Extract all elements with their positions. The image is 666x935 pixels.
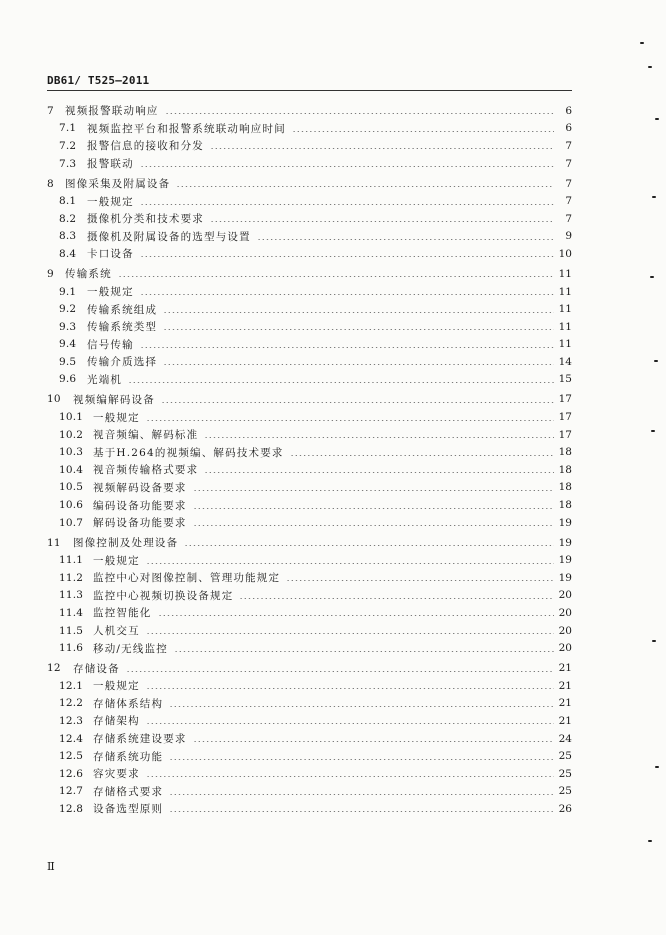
toc-entry-title: 图像采集及附属设备 <box>65 178 171 191</box>
toc-section-entry[interactable] <box>47 783 572 801</box>
toc-chapter-entry[interactable] <box>47 175 572 193</box>
toc-section-entry[interactable] <box>47 569 572 587</box>
toc-entry-title: 存储设备 <box>73 662 120 675</box>
toc-entry-page: 25 <box>558 750 572 763</box>
toc-entry-number: 12.8 <box>59 802 84 815</box>
toc-section-entry[interactable] <box>47 712 572 730</box>
toc-entry-number: 9.2 <box>59 303 77 316</box>
toc-entry-page: 11 <box>558 338 572 351</box>
toc-entry-page: 24 <box>558 732 572 745</box>
toc-entry-page: 18 <box>558 481 572 494</box>
toc-entry-page: 25 <box>558 785 572 798</box>
toc-entry-page: 17 <box>558 428 572 441</box>
toc-entry-number: 11.1 <box>59 554 84 567</box>
toc-entry-number: 12 <box>47 662 61 675</box>
toc-entry-title: 报警信息的接收和分发 <box>87 140 204 153</box>
toc-entry-title: 一般规定 <box>87 286 134 299</box>
dot-leader <box>126 671 554 672</box>
toc-entry-title: 卡口设备 <box>87 248 134 261</box>
dot-leader <box>257 239 554 240</box>
dot-leader <box>140 347 554 348</box>
dot-leader <box>169 811 554 812</box>
toc-entry-title: 存储系统建设要求 <box>93 733 187 746</box>
toc-entry-page: 20 <box>558 642 572 655</box>
table-of-contents <box>47 102 572 818</box>
dot-leader <box>128 382 554 383</box>
toc-entry-number: 10 <box>47 393 61 406</box>
dot-leader <box>210 148 554 149</box>
toc-entry-number: 12.4 <box>59 732 84 745</box>
dot-leader <box>193 508 554 509</box>
toc-entry-title: 人机交互 <box>93 625 140 638</box>
toc-entry-page: 21 <box>558 662 572 675</box>
toc-entry-page: 18 <box>558 463 572 476</box>
toc-entry-number: 12.7 <box>59 785 84 798</box>
toc-entry-title: 视频监控平台和报警系统联动响应时间 <box>87 122 286 135</box>
toc-entry-number: 9 <box>47 267 54 280</box>
toc-entry-page: 19 <box>558 516 572 529</box>
dot-leader <box>204 437 554 438</box>
toc-entry-page: 19 <box>558 536 572 549</box>
dot-leader <box>290 455 554 456</box>
toc-section-entry[interactable] <box>47 765 572 783</box>
toc-entry-number: 12.2 <box>59 697 84 710</box>
toc-entry-title: 传输系统组成 <box>87 303 158 316</box>
page-number-roman: II <box>47 860 54 873</box>
dot-leader <box>169 794 554 795</box>
toc-entry-page: 19 <box>558 571 572 584</box>
toc-section-entry[interactable] <box>47 622 572 640</box>
toc-entry-page: 20 <box>558 624 572 637</box>
toc-entry-number: 10.2 <box>59 428 84 441</box>
toc-entry-number: 8.3 <box>59 230 77 243</box>
toc-entry-number: 7 <box>47 104 54 117</box>
toc-entry-number: 7.1 <box>59 122 77 135</box>
dot-leader <box>146 723 554 724</box>
toc-entry-title: 一般规定 <box>93 554 140 567</box>
toc-chapter-entry[interactable] <box>47 659 572 677</box>
toc-entry-title: 一般规定 <box>87 195 134 208</box>
toc-entry-page: 21 <box>558 714 572 727</box>
toc-entry-page: 6 <box>565 104 572 117</box>
toc-entry-number: 10.1 <box>59 411 84 424</box>
toc-entry-title: 摄像机分类和技术要求 <box>87 213 204 226</box>
toc-entry-page: 11 <box>558 303 572 316</box>
toc-entry-page: 18 <box>558 446 572 459</box>
toc-chapter-entry[interactable] <box>47 391 572 409</box>
toc-chapter-entry[interactable] <box>47 265 572 283</box>
toc-section-entry[interactable] <box>47 155 572 173</box>
toc-entry-number: 10.3 <box>59 446 84 459</box>
toc-entry-number: 11.3 <box>59 589 84 602</box>
toc-section-entry[interactable] <box>47 695 572 713</box>
toc-entry-number: 7.3 <box>59 157 77 170</box>
toc-section-entry[interactable] <box>47 336 572 354</box>
toc-entry-title: 监控中心视频切换设备规定 <box>93 589 234 602</box>
toc-entry-number: 8.4 <box>59 247 77 260</box>
toc-entry-title: 传输系统 <box>65 268 112 281</box>
dot-leader <box>165 113 554 114</box>
toc-entry-number: 8.2 <box>59 212 77 225</box>
dot-leader <box>163 364 554 365</box>
toc-entry-number: 9.4 <box>59 338 77 351</box>
toc-chapter-entry[interactable] <box>47 534 572 552</box>
toc-entry-page: 19 <box>558 554 572 567</box>
dot-leader <box>161 402 554 403</box>
toc-entry-page: 15 <box>558 373 572 386</box>
toc-entry-title: 存储体系结构 <box>93 697 164 710</box>
toc-entry-page: 17 <box>558 411 572 424</box>
toc-entry-title: 视音频传输格式要求 <box>93 464 199 477</box>
toc-entry-number: 12.1 <box>59 679 84 692</box>
toc-section-entry[interactable] <box>47 496 572 514</box>
toc-entry-title: 基于H.264的视频编、解码技术要求 <box>93 446 284 459</box>
dot-leader <box>163 312 554 313</box>
dot-leader <box>163 329 554 330</box>
toc-entry-number: 10.6 <box>59 499 84 512</box>
toc-section-entry[interactable] <box>47 210 572 228</box>
toc-entry-page: 7 <box>565 139 572 152</box>
toc-entry-title: 一般规定 <box>93 411 140 424</box>
toc-section-entry[interactable] <box>47 228 572 246</box>
toc-entry-page: 25 <box>558 767 572 780</box>
dot-leader <box>193 741 554 742</box>
dot-leader <box>176 186 554 187</box>
toc-entry-page: 11 <box>558 320 572 333</box>
toc-section-entry[interactable] <box>47 551 572 569</box>
toc-section-entry[interactable] <box>47 730 572 748</box>
toc-entry-title: 解码设备功能要求 <box>93 517 187 530</box>
toc-entry-title: 光端机 <box>87 373 123 386</box>
toc-entry-number: 10.7 <box>59 516 84 529</box>
toc-entry-title: 报警联动 <box>87 158 134 171</box>
dot-leader <box>140 166 554 167</box>
toc-entry-number: 11 <box>47 536 61 549</box>
toc-entry-number: 12.5 <box>59 750 84 763</box>
toc-entry-page: 11 <box>558 267 572 280</box>
toc-section-entry[interactable] <box>47 800 572 818</box>
header-rule <box>47 90 572 91</box>
toc-section-entry[interactable] <box>47 120 572 138</box>
toc-entry-number: 9.6 <box>59 373 77 386</box>
toc-entry-title: 视频解码设备要求 <box>93 481 187 494</box>
toc-entry-page: 21 <box>558 697 572 710</box>
toc-section-entry[interactable] <box>47 747 572 765</box>
dot-leader <box>169 706 554 707</box>
toc-entry-number: 10.5 <box>59 481 84 494</box>
dot-leader <box>204 472 554 473</box>
toc-entry-title: 视频编解码设备 <box>73 393 155 406</box>
toc-entry-page: 18 <box>558 499 572 512</box>
toc-section-entry[interactable] <box>47 371 572 389</box>
toc-section-entry[interactable] <box>47 353 572 371</box>
toc-section-entry[interactable] <box>47 514 572 532</box>
dot-leader <box>174 651 554 652</box>
toc-entry-title: 监控智能化 <box>93 607 152 620</box>
toc-entry-page: 26 <box>558 802 572 815</box>
toc-entry-page: 9 <box>565 230 572 243</box>
toc-section-entry[interactable] <box>47 587 572 605</box>
dot-leader <box>292 131 554 132</box>
toc-entry-title: 设备选型原则 <box>93 803 164 816</box>
toc-section-entry[interactable] <box>47 426 572 444</box>
toc-section-entry[interactable] <box>47 192 572 210</box>
toc-entry-number: 11.4 <box>59 606 84 619</box>
toc-entry-title: 存储架构 <box>93 715 140 728</box>
toc-entry-title: 视频报警联动响应 <box>65 105 159 118</box>
toc-entry-number: 8.1 <box>59 195 77 208</box>
dot-leader <box>140 204 554 205</box>
dot-leader <box>286 580 554 581</box>
toc-section-entry[interactable] <box>47 245 572 263</box>
toc-entry-number: 9.5 <box>59 355 77 368</box>
toc-section-entry[interactable] <box>47 604 572 622</box>
toc-section-entry[interactable] <box>47 479 572 497</box>
dot-leader <box>193 525 554 526</box>
toc-entry-title: 容灾要求 <box>93 768 140 781</box>
toc-entry-number: 7.2 <box>59 139 77 152</box>
toc-entry-number: 10.4 <box>59 463 84 476</box>
standard-code-header: DB61/ T525—2011 <box>47 74 150 87</box>
toc-entry-page: 6 <box>565 122 572 135</box>
toc-entry-page: 20 <box>558 606 572 619</box>
dot-leader <box>210 221 554 222</box>
toc-section-entry[interactable] <box>47 300 572 318</box>
toc-entry-page: 10 <box>558 247 572 260</box>
toc-entry-title: 移动/无线监控 <box>93 642 168 655</box>
toc-section-entry[interactable] <box>47 639 572 657</box>
toc-entry-page: 7 <box>565 195 572 208</box>
toc-entry-title: 传输系统类型 <box>87 321 158 334</box>
toc-section-entry[interactable] <box>47 677 572 695</box>
toc-section-entry[interactable] <box>47 461 572 479</box>
toc-entry-number: 9.1 <box>59 285 77 298</box>
dot-leader <box>193 490 554 491</box>
toc-entry-number: 12.6 <box>59 767 84 780</box>
toc-entry-title: 信号传输 <box>87 338 134 351</box>
toc-section-entry[interactable] <box>47 137 572 155</box>
dot-leader <box>184 545 554 546</box>
toc-chapter-entry[interactable] <box>47 102 572 120</box>
toc-entry-title: 传输介质选择 <box>87 356 158 369</box>
dot-leader <box>118 276 554 277</box>
toc-entry-page: 7 <box>565 177 572 190</box>
toc-section-entry[interactable] <box>47 283 572 301</box>
toc-entry-title: 摄像机及附属设备的选型与设置 <box>87 230 251 243</box>
toc-section-entry[interactable] <box>47 408 572 426</box>
toc-entry-page: 14 <box>558 355 572 368</box>
toc-entry-number: 8 <box>47 177 54 190</box>
toc-entry-number: 12.3 <box>59 714 84 727</box>
toc-entry-number: 11.5 <box>59 624 84 637</box>
dot-leader <box>146 633 554 634</box>
toc-entry-title: 监控中心对图像控制、管理功能规定 <box>93 572 281 585</box>
dot-leader <box>146 563 554 564</box>
dot-leader <box>140 294 554 295</box>
toc-entry-title: 存储系统功能 <box>93 750 164 763</box>
toc-entry-page: 21 <box>558 679 572 692</box>
dot-leader <box>239 598 554 599</box>
toc-entry-page: 11 <box>558 285 572 298</box>
toc-entry-title: 编码设备功能要求 <box>93 499 187 512</box>
toc-entry-page: 7 <box>565 212 572 225</box>
toc-section-entry[interactable] <box>47 443 572 461</box>
dot-leader <box>169 759 554 760</box>
dot-leader <box>146 688 554 689</box>
dot-leader <box>158 615 555 616</box>
toc-entry-number: 11.6 <box>59 642 84 655</box>
toc-entry-title: 视音频编、解码标准 <box>93 429 199 442</box>
toc-entry-title: 存储格式要求 <box>93 785 164 798</box>
toc-entry-page: 20 <box>558 589 572 602</box>
toc-entry-page: 7 <box>565 157 572 170</box>
dot-leader <box>146 420 554 421</box>
toc-entry-title: 一般规定 <box>93 680 140 693</box>
toc-section-entry[interactable] <box>47 318 572 336</box>
dot-leader <box>140 256 554 257</box>
toc-entry-page: 17 <box>558 393 572 406</box>
toc-entry-title: 图像控制及处理设备 <box>73 537 179 550</box>
toc-entry-number: 11.2 <box>59 571 84 584</box>
toc-entry-number: 9.3 <box>59 320 77 333</box>
dot-leader <box>146 776 554 777</box>
